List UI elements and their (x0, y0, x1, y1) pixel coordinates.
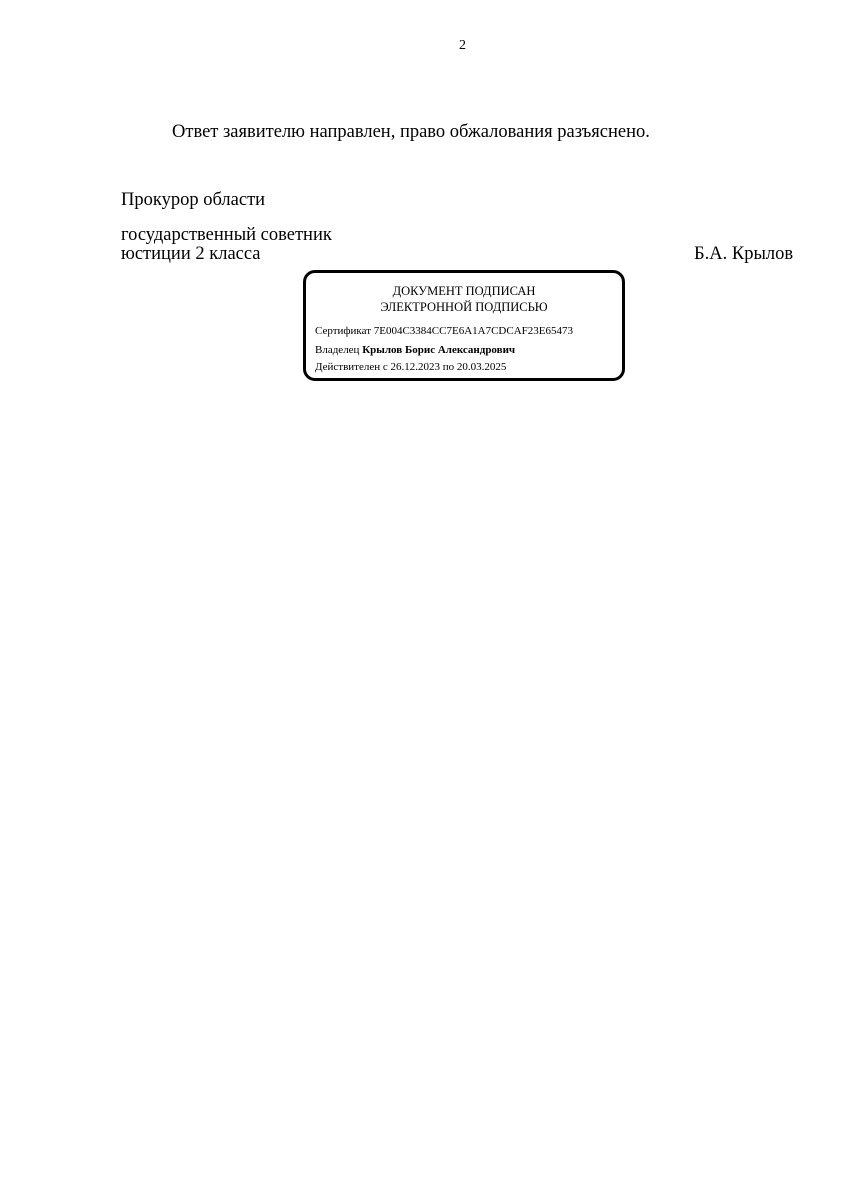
stamp-valid-from-label: Действителен с (315, 361, 388, 373)
stamp-heading-line-1: ДОКУМЕНТ ПОДПИСАН (392, 284, 536, 298)
stamp-certificate-line (315, 325, 573, 337)
stamp-owner-value: Крылов Борис Александрович (362, 344, 516, 356)
stamp-validity-line (315, 361, 506, 373)
stamp-valid-to-label: по (442, 361, 455, 373)
signer-rank-line-2: юстиции 2 класса (121, 244, 261, 264)
stamp-valid-to: 20.03.2025 (456, 361, 507, 373)
body-paragraph: Ответ заявителю направлен, право обжалования разъяснено. (172, 122, 650, 142)
stamp-certificate-label: Сертификат (315, 325, 371, 337)
stamp-heading-line-2: ЭЛЕКТРОННОЙ ПОДПИСЬЮ (380, 299, 548, 314)
signer-rank-line-1: государственный советник (121, 225, 332, 245)
page-number: 2 (459, 38, 466, 53)
stamp-owner-label: Владелец (315, 344, 360, 356)
stamp-certificate-value: 7E004C3384CC7E6A1A7CDCAF23E65473 (373, 325, 573, 337)
signer-name: Б.А. Крылов (694, 244, 794, 264)
signer-position: Прокурор области (121, 190, 266, 210)
stamp-valid-from: 26.12.2023 (390, 361, 441, 373)
digital-signature-stamp (303, 270, 625, 381)
stamp-owner-line (315, 344, 515, 356)
stamp-heading (306, 284, 622, 315)
signer-rank (121, 226, 332, 264)
